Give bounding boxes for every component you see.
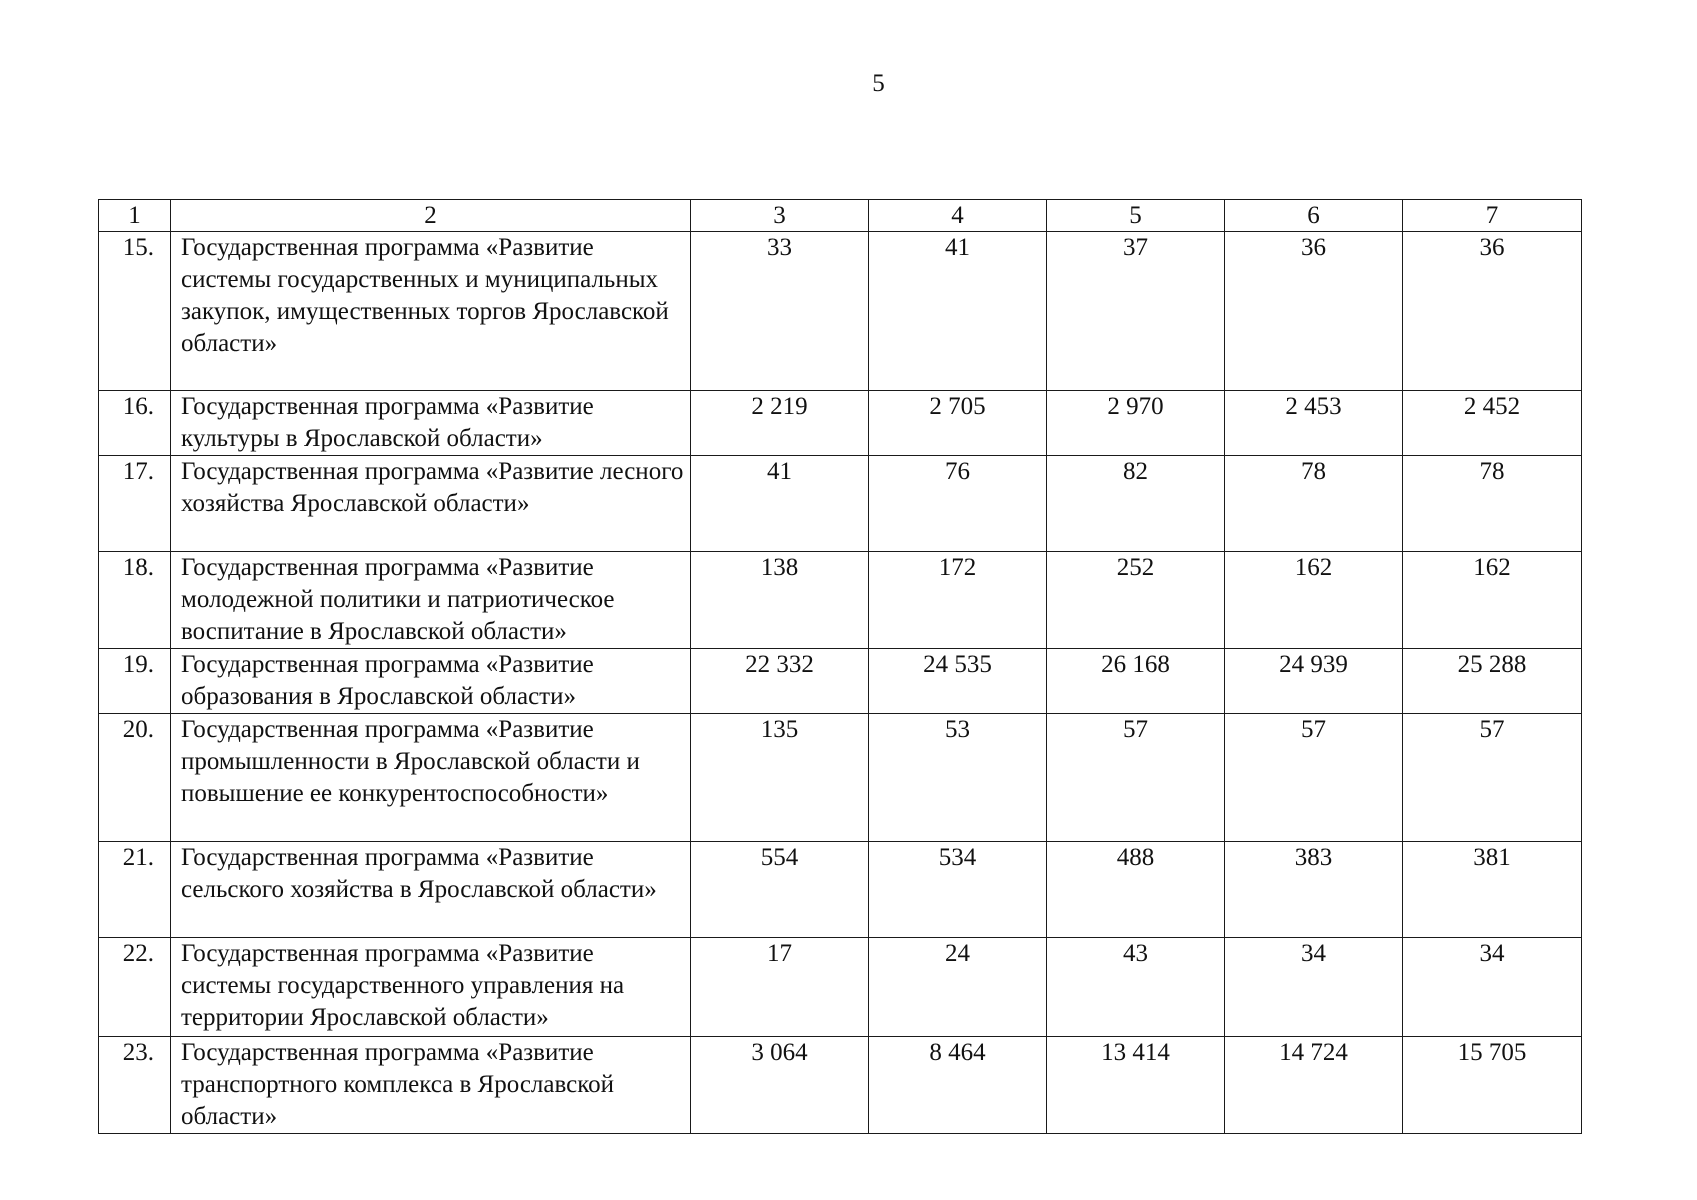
value-cell: 34 [1225,938,1403,1037]
value-cell: 33 [691,232,869,391]
value-cell: 135 [691,714,869,842]
value-cell: 57 [1225,714,1403,842]
program-name: Государственная программа «Развитие молодежной политики и патриотическое воспитание в Ярославской области» [171,552,691,649]
value-cell: 36 [1403,232,1582,391]
value-cell: 53 [869,714,1047,842]
value-cell: 22 332 [691,649,869,714]
column-header: 1 [99,200,171,232]
table-row [99,232,1582,391]
table-row [99,552,1582,649]
value-cell: 25 288 [1403,649,1582,714]
table-row [99,391,1582,456]
value-cell: 3 064 [691,1037,869,1134]
column-header: 4 [869,200,1047,232]
value-cell: 15 705 [1403,1037,1582,1134]
row-number: 20. [99,714,171,842]
row-number: 17. [99,456,171,552]
program-name: Государственная программа «Развитие системы государственных и муниципальных закупок, имущественных торгов Ярославской области» [171,232,691,391]
value-cell: 26 168 [1047,649,1225,714]
value-cell: 13 414 [1047,1037,1225,1134]
row-number: 23. [99,1037,171,1134]
value-cell: 2 705 [869,391,1047,456]
value-cell: 172 [869,552,1047,649]
value-cell: 534 [869,842,1047,938]
column-header: 5 [1047,200,1225,232]
value-cell: 34 [1403,938,1582,1037]
row-number: 15. [99,232,171,391]
value-cell: 41 [869,232,1047,391]
column-header: 7 [1403,200,1582,232]
value-cell: 383 [1225,842,1403,938]
value-cell: 162 [1225,552,1403,649]
value-cell: 252 [1047,552,1225,649]
value-cell: 78 [1225,456,1403,552]
table-row [99,938,1582,1037]
value-cell: 76 [869,456,1047,552]
value-cell: 488 [1047,842,1225,938]
row-number: 22. [99,938,171,1037]
program-name: Государственная программа «Развитие культуры в Ярославской области» [171,391,691,456]
value-cell: 24 939 [1225,649,1403,714]
value-cell: 162 [1403,552,1582,649]
column-header: 3 [691,200,869,232]
value-cell: 57 [1403,714,1582,842]
page-number: 5 [872,70,885,97]
table-row [99,649,1582,714]
value-cell: 57 [1047,714,1225,842]
row-number: 16. [99,391,171,456]
value-cell: 14 724 [1225,1037,1403,1134]
program-name: Государственная программа «Развитие системы государственного управления на территории Ярославской области» [171,938,691,1037]
budget-table [98,199,1582,1134]
value-cell: 78 [1403,456,1582,552]
value-cell: 2 452 [1403,391,1582,456]
value-cell: 41 [691,456,869,552]
value-cell: 24 [869,938,1047,1037]
program-name: Государственная программа «Развитие транспортного комплекса в Ярославской области» [171,1037,691,1134]
value-cell: 36 [1225,232,1403,391]
value-cell: 17 [691,938,869,1037]
column-header: 2 [171,200,691,232]
value-cell: 37 [1047,232,1225,391]
program-name: Государственная программа «Развитие лесного хозяйства Ярославской области» [171,456,691,552]
value-cell: 24 535 [869,649,1047,714]
table-row [99,714,1582,842]
column-header: 6 [1225,200,1403,232]
value-cell: 2 453 [1225,391,1403,456]
value-cell: 2 219 [691,391,869,456]
value-cell: 554 [691,842,869,938]
row-number: 21. [99,842,171,938]
value-cell: 138 [691,552,869,649]
table-row [99,842,1582,938]
value-cell: 43 [1047,938,1225,1037]
value-cell: 381 [1403,842,1582,938]
row-number: 18. [99,552,171,649]
table-row [99,1037,1582,1134]
table-header-row [99,200,1582,232]
program-name: Государственная программа «Развитие образования в Ярославской области» [171,649,691,714]
program-name: Государственная программа «Развитие сельского хозяйства в Ярославской области» [171,842,691,938]
program-name: Государственная программа «Развитие промышленности в Ярославской области и повышение ее конкурентоспособности» [171,714,691,842]
table-row [99,456,1582,552]
row-number: 19. [99,649,171,714]
value-cell: 82 [1047,456,1225,552]
value-cell: 2 970 [1047,391,1225,456]
value-cell: 8 464 [869,1037,1047,1134]
